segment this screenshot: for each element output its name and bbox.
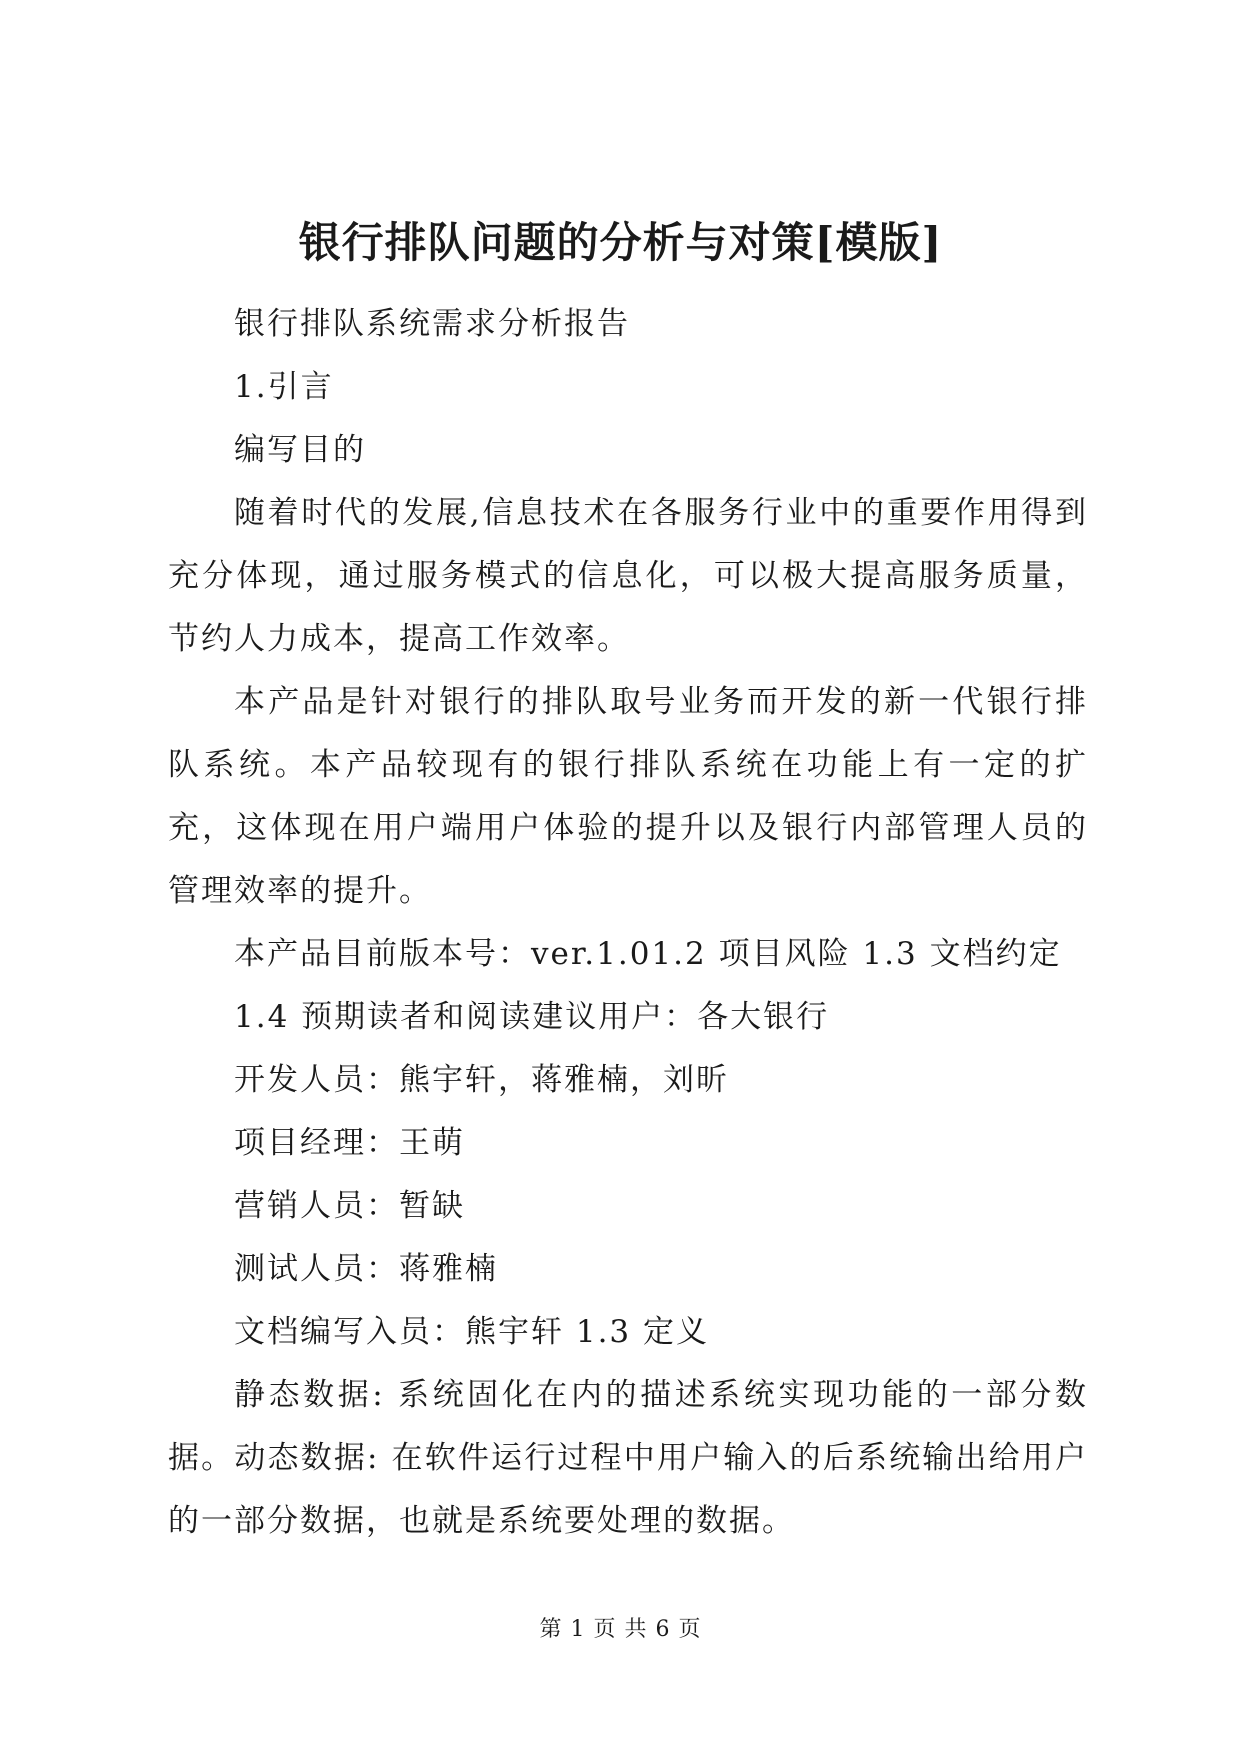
paragraph-project-manager: 项目经理：王萌 [234, 1125, 465, 1161]
paragraph-product-description: 本产品是针对银行的排队取号业务而开发的新一代银行排队系统。本产品较现有的银行排队系统在功能上有一定的扩充，这体现在用户端用户体验的提升以及银行内部管理人员的管理效率的提升。 [168, 684, 1088, 909]
paragraph-report-title: 银行排队系统需求分析报告 [234, 306, 630, 342]
document-title: 银行排队问题的分析与对策[模版] [298, 218, 943, 267]
paragraph-doc-writer: 文档编写入员：熊宇轩 1.3 定义 [234, 1314, 710, 1350]
paragraph-purpose-text: 随着时代的发展,信息技术在各服务行业中的重要作用得到充分体现，通过服务模式的信息化，可以极大提高服务质量，节约人力成本，提高工作效率。 [168, 495, 1088, 657]
document-body [168, 293, 1088, 1553]
paragraph-section-introduction: 1.引言 [234, 369, 334, 405]
paragraph-readers: 1.4 预期读者和阅读建议用户：各大银行 [234, 999, 830, 1035]
paragraph-purpose-heading: 编写目的 [234, 432, 366, 468]
paragraph-developers: 开发人员：熊宇轩，蒋雅楠，刘昕 [234, 1062, 729, 1098]
paragraph-marketing: 营销人员：暂缺 [234, 1188, 465, 1224]
paragraph-testers: 测试人员：蒋雅楠 [234, 1251, 498, 1287]
paragraph-data-definitions: 静态数据: 系统固化在内的描述系统实现功能的一部分数据。动态数据: 在软件运行过程中用户输入的后系统输出给用户的一部分数据，也就是系统要处理的数据。 [168, 1377, 1088, 1539]
page-footer: 第 1 页 共 6 页 [539, 1617, 702, 1642]
paragraph-version: 本产品目前版本号：ver.1.01.2 项目风险 1.3 文档约定 [234, 936, 1062, 972]
